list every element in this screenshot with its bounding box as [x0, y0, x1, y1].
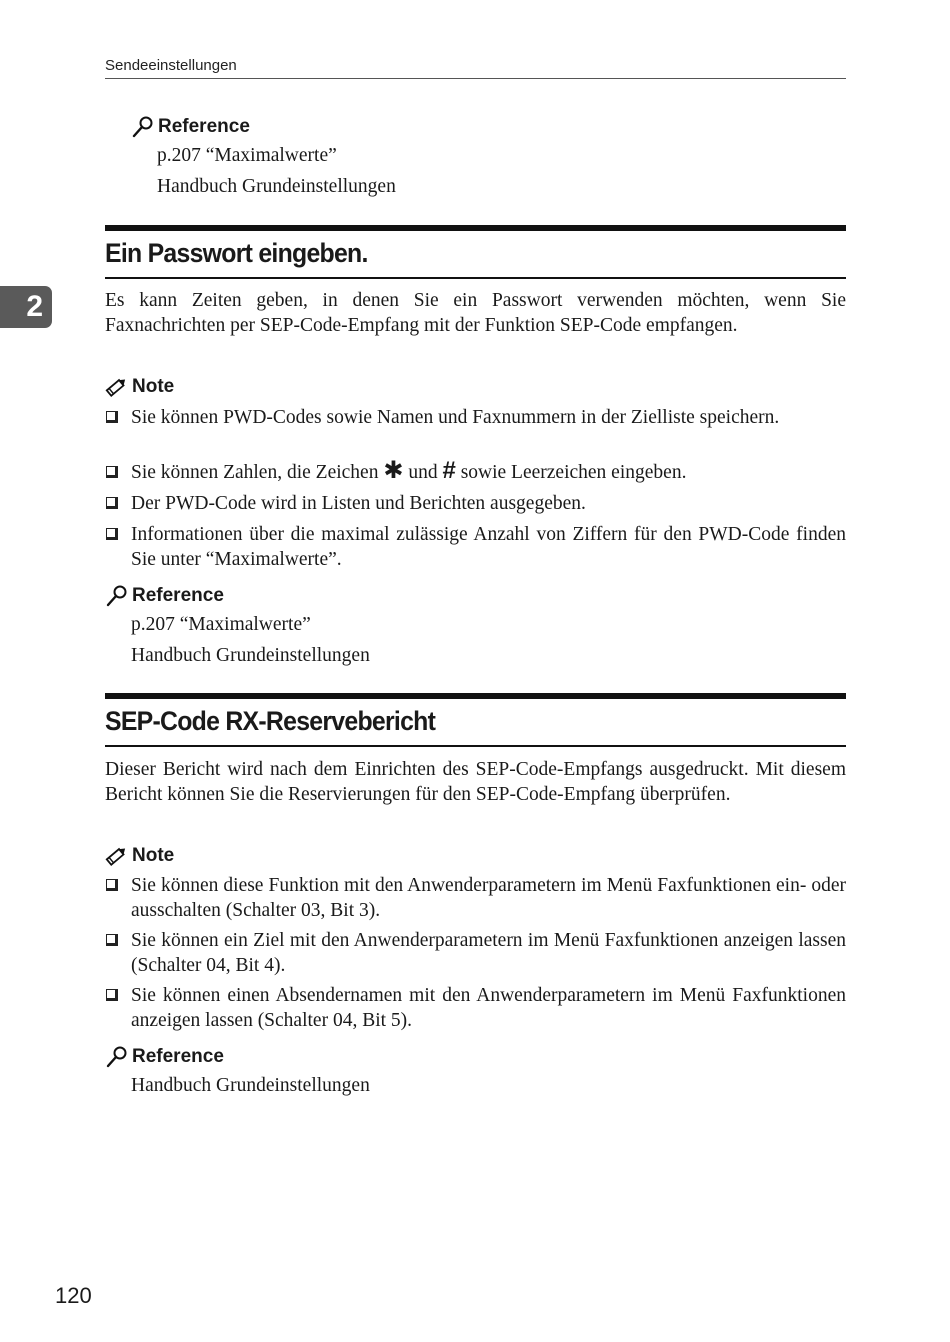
section-reference [105, 584, 370, 668]
note-item [105, 406, 846, 431]
reference-label: Reference [132, 585, 224, 606]
note-text: Der PWD-Code wird in Listen und Berichten ausgegeben. [131, 493, 586, 514]
reference-label: Reference [158, 116, 250, 137]
note-item [105, 457, 846, 486]
note-item [105, 492, 846, 517]
note-item [105, 523, 846, 572]
checkbox-bullet-icon [106, 497, 118, 509]
reference-heading [131, 115, 396, 139]
magnifier-icon [105, 584, 129, 608]
reference-heading [105, 584, 370, 608]
note-heading [105, 844, 174, 868]
note-text-part: Sie können Zahlen, die Zeichen [131, 462, 379, 483]
note-label: Note [132, 845, 175, 866]
checkbox-bullet-icon [106, 989, 118, 1001]
pencil-icon [105, 375, 129, 399]
note-text [131, 457, 846, 486]
note-text: Sie können diese Funktion mit den Anwenderparametern im Menü Faxfunktionen ein- oder ausschalten (Schalter 03, Bit 3). [131, 875, 846, 921]
chapter-tab: 2 [0, 286, 52, 328]
section-reference [105, 1045, 370, 1098]
section-rule-bottom [105, 745, 846, 747]
hash-key-icon: # [442, 457, 456, 484]
section-rule-top [105, 693, 846, 699]
checkbox-bullet-icon [106, 934, 118, 946]
reference-line: Handbuch Grundeinstellungen [131, 645, 370, 666]
note-text: Sie können ein Ziel mit den Anwenderparametern im Menü Faxfunktionen anzeigen lassen (Schalter 04, Bit 4). [131, 930, 846, 976]
note-heading [105, 375, 174, 399]
section-rule-bottom [105, 277, 846, 279]
note-item [105, 984, 846, 1033]
reference-label: Reference [132, 1046, 224, 1067]
star-key-icon: ✱ [383, 457, 404, 484]
note-label: Note [132, 376, 175, 397]
note-item [105, 874, 846, 923]
note-text: Sie können einen Absendernamen mit den Anwenderparametern im Menü Faxfunktionen anzeigen lassen (Schalter 04, Bit 5). [131, 985, 846, 1031]
reference-heading [105, 1045, 370, 1069]
checkbox-bullet-icon [106, 528, 118, 540]
note-text: Sie können PWD-Codes sowie Namen und Faxnummern in der Zielliste speichern. [131, 407, 780, 428]
reference-line: p.207 “Maximalwerte” [131, 614, 311, 635]
note-text: Informationen über die maximal zulässige Anzahl von Ziffern für den PWD-Code finden Sie unter “Maximalwerte”. [131, 524, 846, 570]
section-intro: Dieser Bericht wird nach dem Einrichten des SEP-Code-Empfangs ausgedruckt. Mit diesem Bericht können Sie die Reservierungen für den SEP-Code-Empfang überprüfen. [105, 759, 846, 805]
reference-line: Handbuch Grundeinstellungen [157, 176, 396, 197]
section-title: Ein Passwort eingeben. [105, 238, 368, 268]
note-item [105, 929, 846, 978]
magnifier-icon [131, 115, 155, 139]
running-header: Sendeeinstellungen [105, 57, 237, 74]
section-rule-top [105, 225, 846, 231]
pencil-icon [105, 844, 129, 868]
checkbox-bullet-icon [106, 879, 118, 891]
checkbox-bullet-icon [106, 466, 118, 478]
page-number: 120 [55, 1283, 92, 1308]
reference-line: p.207 “Maximalwerte” [157, 145, 337, 166]
checkbox-bullet-icon [106, 411, 118, 423]
section-title: SEP-Code RX-Reservebericht [105, 706, 436, 736]
magnifier-icon [105, 1045, 129, 1069]
section-intro: Es kann Zeiten geben, in denen Sie ein Passwort verwenden möchten, wenn Sie Faxnachrichten per SEP-Code-Empfang mit der Funktion SEP-Code empfangen. [105, 290, 846, 336]
top-reference [131, 115, 396, 199]
note-text-part: sowie Leerzeichen eingeben. [460, 462, 687, 483]
reference-line: Handbuch Grundeinstellungen [131, 1075, 370, 1096]
header-rule [105, 78, 846, 79]
note-text-part: und [408, 462, 438, 483]
